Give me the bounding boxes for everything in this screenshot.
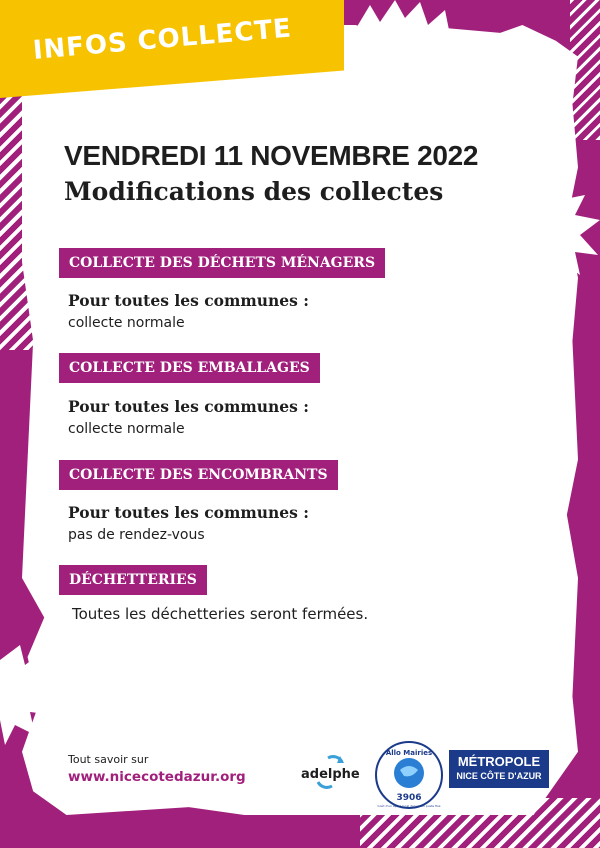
allo-mairies-top: Allo Mairies: [385, 749, 433, 757]
dechetteries-note: Toutes les déchetteries seront fermées.: [72, 605, 369, 623]
metropole-logo: [449, 750, 549, 788]
communes-label: Pour toutes les communes :: [68, 503, 310, 522]
section-header-dechetteries: DÉCHETTERIES: [59, 565, 207, 595]
section-header-emballages: COLLECTE DES EMBALLAGES: [59, 353, 320, 383]
communes-label: Pour toutes les communes :: [68, 397, 310, 416]
ribbon-title: INFOS COLLECTE: [31, 13, 294, 66]
communes-label: Pour toutes les communes :: [68, 291, 310, 310]
metropole-line2: NICE CÔTE D'AZUR: [456, 771, 542, 781]
collecte-note: collecte normale: [68, 315, 185, 331]
page-title: Modifications des collectes: [64, 177, 444, 206]
metropole-line1: MÉTROPOLE: [457, 754, 541, 769]
tout-savoir-label: Tout savoir sur: [68, 753, 149, 766]
allo-mairies-bottom: Coût d'un appel local depuis un poste fixe: [377, 804, 441, 808]
website-link[interactable]: www.nicecotedazur.org: [68, 769, 246, 785]
collecte-note: pas de rendez-vous: [68, 527, 205, 543]
section-header-encombrants: COLLECTE DES ENCOMBRANTS: [59, 460, 338, 490]
allo-mairies-logo-icon: [374, 740, 444, 810]
adelphe-logo-text: adelphe: [301, 767, 360, 782]
page-date: VENDREDI 11 NOVEMBRE 2022: [64, 140, 479, 171]
section-header-dechets-menagers: COLLECTE DES DÉCHETS MÉNAGERS: [59, 248, 385, 278]
allo-mairies-number: 3906: [396, 793, 422, 803]
collecte-note: collecte normale: [68, 421, 185, 437]
